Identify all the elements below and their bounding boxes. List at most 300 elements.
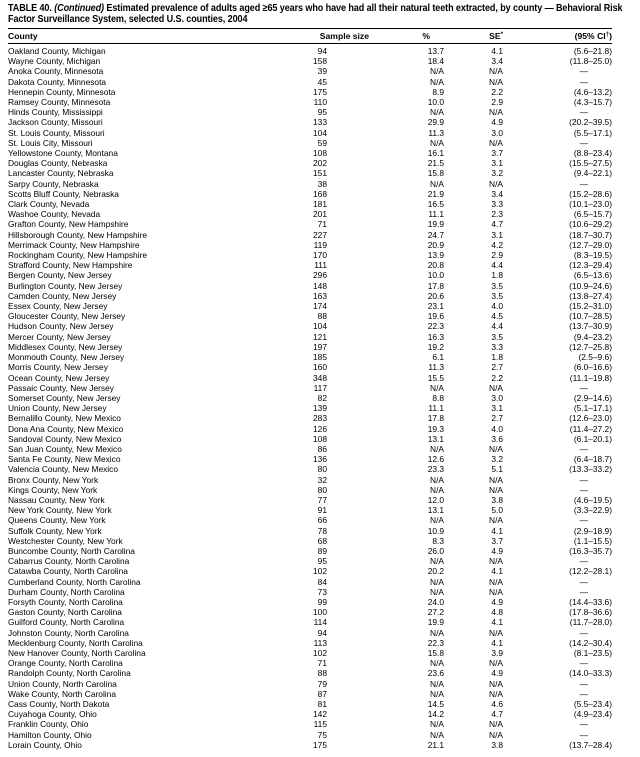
- sample-size-cell: 142: [313, 709, 327, 720]
- ci-cell: (6.4–18.7): [573, 454, 612, 465]
- se-cell: N/A: [489, 586, 503, 597]
- percent-cell: 13.1: [427, 505, 444, 516]
- ci-cell: —: [579, 443, 588, 454]
- sample-size-cell: 78: [317, 525, 327, 536]
- column-header-se: SE*: [444, 29, 503, 44]
- sample-size-cell: 201: [313, 209, 327, 220]
- se-cell: 3.3: [491, 341, 503, 352]
- se-cell: N/A: [489, 484, 503, 495]
- sample-size-cell: 283: [313, 413, 327, 424]
- ci-cell: (5.1–17.1): [573, 403, 612, 414]
- table-row: [8, 495, 612, 505]
- ci-cell: (13.8–27.4): [569, 290, 612, 301]
- county-cell: Johnston County, North Carolina: [8, 627, 129, 638]
- se-cell: 5.1: [491, 464, 503, 475]
- column-header-percent: %: [327, 29, 444, 44]
- ci-cell: (12.2–28.1): [569, 566, 612, 577]
- ci-cell: (4.9–23.4): [573, 709, 612, 720]
- percent-cell: 21.9: [427, 188, 444, 199]
- table-body: [8, 44, 612, 751]
- table-row: [8, 250, 612, 260]
- table-row: [8, 679, 612, 689]
- sample-size-cell: 84: [317, 576, 327, 587]
- se-cell: N/A: [489, 678, 503, 689]
- county-cell: Nassau County, New York: [8, 494, 105, 505]
- sample-size-cell: 95: [317, 556, 327, 567]
- sample-size-cell: 148: [313, 280, 327, 291]
- se-cell: N/A: [489, 76, 503, 87]
- ci-cell: (5.5–17.1): [573, 127, 612, 138]
- se-cell: 2.3: [491, 209, 503, 220]
- sample-size-cell: 160: [313, 362, 327, 373]
- se-cell: 4.4: [491, 260, 503, 271]
- se-cell: 3.5: [491, 280, 503, 291]
- sample-size-cell: 87: [317, 688, 327, 699]
- sample-size-cell: 102: [313, 647, 327, 658]
- percent-cell: 13.7: [427, 46, 444, 56]
- county-cell: Hinds County, Mississippi: [8, 107, 103, 118]
- se-cell: 4.9: [491, 596, 503, 607]
- ci-cell: —: [579, 627, 588, 638]
- sample-size-cell: 94: [317, 46, 327, 56]
- percent-cell: 13.9: [427, 250, 444, 261]
- se-cell: 2.2: [491, 372, 503, 383]
- ci-cell: (4.6–13.2): [573, 86, 612, 97]
- table-row: [8, 291, 612, 301]
- table-row: [8, 87, 612, 97]
- county-cell: Middlesex County, New Jersey: [8, 341, 123, 352]
- county-cell: Cabarrus County, North Carolina: [8, 556, 130, 567]
- sample-size-cell: 104: [313, 127, 327, 138]
- ci-cell: (11.4–27.2): [569, 423, 612, 434]
- percent-cell: N/A: [430, 443, 444, 454]
- sample-size-cell: 126: [313, 423, 327, 434]
- percent-cell: N/A: [430, 76, 444, 87]
- se-cell: 4.0: [491, 423, 503, 434]
- county-cell: Dakota County, Minnesota: [8, 76, 107, 87]
- percent-cell: 20.6: [427, 290, 444, 301]
- ci-cell: (15.2–28.6): [569, 188, 612, 199]
- table-row: [8, 199, 612, 209]
- county-cell: Orange County, North Carolina: [8, 658, 123, 669]
- ci-cell: —: [579, 556, 588, 567]
- percent-cell: 14.2: [427, 709, 444, 720]
- table-row: [8, 117, 612, 127]
- ci-cell: (6.0–16.6): [573, 362, 612, 373]
- county-cell: New Hanover County, North Carolina: [8, 647, 146, 658]
- percent-cell: 11.1: [428, 403, 444, 414]
- sample-size-cell: 71: [317, 219, 327, 230]
- se-cell: 4.5: [491, 311, 503, 322]
- county-cell: Kings County, New York: [8, 484, 98, 495]
- sample-size-cell: 77: [317, 494, 327, 505]
- sample-size-cell: 119: [313, 239, 327, 250]
- table-row: [8, 546, 612, 556]
- percent-cell: 15.8: [427, 168, 444, 179]
- table-row: [8, 168, 612, 178]
- table-row: [8, 301, 612, 311]
- ci-cell: (20.2–39.5): [569, 117, 612, 128]
- ci-cell: (11.7–28.0): [569, 617, 612, 628]
- percent-cell: N/A: [430, 729, 444, 740]
- county-cell: Lorain County, Ohio: [8, 739, 82, 750]
- se-cell: N/A: [489, 576, 503, 587]
- sample-size-cell: 88: [317, 311, 327, 322]
- percent-cell: 24.0: [427, 596, 444, 607]
- county-cell: Westchester County, New York: [8, 535, 123, 546]
- table-row: [8, 719, 612, 729]
- table-row: [8, 373, 612, 383]
- sample-size-cell: 38: [317, 178, 327, 189]
- percent-cell: 18.4: [427, 56, 444, 67]
- table-row: [8, 383, 612, 393]
- se-cell: N/A: [489, 729, 503, 740]
- percent-cell: 23.1: [427, 301, 444, 312]
- table-row: [8, 434, 612, 444]
- county-cell: New York County, New York: [8, 505, 112, 516]
- se-cell: N/A: [489, 627, 503, 638]
- county-cell: Suffolk County, New York: [8, 525, 102, 536]
- ci-cell: (10.7–28.5): [569, 311, 612, 322]
- se-cell: 3.5: [491, 331, 503, 342]
- sample-size-cell: 102: [313, 566, 327, 577]
- ci-cell: (8.8–23.4): [573, 148, 612, 159]
- county-cell: Union County, North Carolina: [8, 678, 117, 689]
- se-cell: 3.0: [491, 127, 503, 138]
- ci-cell: —: [579, 719, 588, 730]
- table-row: [8, 107, 612, 117]
- table-row: [8, 597, 612, 607]
- ci-cell: (18.7–30.7): [569, 229, 612, 240]
- county-cell: Valencia County, New Mexico: [8, 464, 119, 475]
- ci-cell: —: [579, 688, 588, 699]
- table-row: [8, 311, 612, 321]
- se-cell: N/A: [489, 178, 503, 189]
- table-row: [8, 128, 612, 138]
- table-row: [8, 189, 612, 199]
- percent-cell: N/A: [430, 658, 444, 669]
- table-row: [8, 77, 612, 87]
- se-cell: 4.7: [491, 219, 503, 230]
- sample-size-cell: 151: [313, 168, 327, 179]
- ci-cell: —: [579, 474, 588, 485]
- percent-cell: N/A: [430, 556, 444, 567]
- se-cell: 2.7: [491, 413, 503, 424]
- county-cell: Washoe County, Nevada: [8, 209, 101, 220]
- table-row: [8, 658, 612, 668]
- table-row: [8, 66, 612, 76]
- county-cell: Merrimack County, New Hampshire: [8, 239, 140, 250]
- se-cell: N/A: [489, 658, 503, 669]
- sample-size-cell: 82: [317, 392, 327, 403]
- table-row: [8, 464, 612, 474]
- se-cell: 3.2: [491, 168, 503, 179]
- sample-size-cell: 163: [313, 290, 327, 301]
- se-cell: N/A: [489, 474, 503, 485]
- sample-size-cell: 181: [313, 199, 327, 210]
- percent-cell: 20.2: [427, 566, 444, 577]
- ci-cell: (13.7–28.4): [569, 739, 612, 750]
- county-cell: Grafton County, New Hampshire: [8, 219, 129, 230]
- county-cell: Hamilton County, Ohio: [8, 729, 92, 740]
- sample-size-cell: 121: [313, 331, 327, 342]
- table-row: [8, 281, 612, 291]
- se-cell: 2.9: [491, 97, 503, 108]
- percent-cell: 20.9: [427, 239, 444, 250]
- percent-cell: 16.1: [427, 148, 444, 159]
- ci-cell: (12.7–29.0): [569, 239, 612, 250]
- ci-cell: (17.8–36.6): [569, 607, 612, 618]
- se-cell: N/A: [489, 515, 503, 526]
- sample-size-cell: 104: [313, 321, 327, 332]
- table-row: [8, 689, 612, 699]
- percent-cell: 22.3: [427, 321, 444, 332]
- se-cell: 3.2: [491, 454, 503, 465]
- se-cell: 3.1: [491, 403, 503, 414]
- percent-cell: N/A: [430, 688, 444, 699]
- table-continued-flag: (Continued): [54, 3, 104, 14]
- table-row: [8, 240, 612, 250]
- table-row: [8, 403, 612, 413]
- se-cell: 1.8: [491, 270, 503, 281]
- se-cell: 4.9: [491, 668, 503, 679]
- table-row: [8, 260, 612, 270]
- ci-cell: (2.5–9.6): [578, 352, 612, 363]
- percent-cell: N/A: [430, 586, 444, 597]
- sample-size-cell: 296: [313, 270, 327, 281]
- ci-cell: —: [579, 678, 588, 689]
- sample-size-cell: 185: [313, 352, 327, 363]
- table-row: [8, 444, 612, 454]
- ci-cell: —: [579, 729, 588, 740]
- ci-cell: —: [579, 576, 588, 587]
- percent-cell: 24.7: [427, 229, 444, 240]
- se-cell: 5.0: [491, 505, 503, 516]
- county-cell: Hudson County, New Jersey: [8, 321, 114, 332]
- ci-cell: (5.6–21.8): [573, 46, 612, 56]
- sample-size-cell: 81: [317, 699, 327, 709]
- county-cell: Sandoval County, New Mexico: [8, 433, 122, 444]
- se-cell: N/A: [489, 688, 503, 699]
- table-row: [8, 158, 612, 168]
- se-cell: N/A: [489, 443, 503, 454]
- se-cell: 4.7: [491, 709, 503, 720]
- table-row: [8, 97, 612, 107]
- county-cell: Cumberland County, North Carolina: [8, 576, 141, 587]
- ci-cell: (3.3–22.9): [573, 505, 612, 516]
- county-cell: Gaston County, North Carolina: [8, 607, 122, 618]
- percent-cell: 15.5: [427, 372, 444, 383]
- percent-cell: 11.3: [428, 127, 444, 138]
- ci-cell: (1.1–15.5): [573, 535, 612, 546]
- se-cell: 3.5: [491, 290, 503, 301]
- county-cell: Douglas County, Nebraska: [8, 158, 108, 169]
- percent-cell: N/A: [430, 178, 444, 189]
- county-cell: Monmouth County, New Jersey: [8, 352, 125, 363]
- ci-cell: (8.1–23.5): [573, 647, 612, 658]
- ci-cell: —: [579, 178, 588, 189]
- table-row: [8, 332, 612, 342]
- ci-cell: (14.4–33.6): [569, 596, 612, 607]
- percent-cell: 10.0: [427, 270, 444, 281]
- table-row: [8, 577, 612, 587]
- table-row: [8, 352, 612, 362]
- se-cell: 4.4: [491, 321, 503, 332]
- sample-size-cell: 100: [313, 607, 327, 618]
- county-cell: Ocean County, New Jersey: [8, 372, 110, 383]
- county-cell: Mecklenburg County, North Carolina: [8, 637, 143, 648]
- table-row: [8, 709, 612, 719]
- table-title-text: Estimated prevalence of adults aged ≥65 years who have had all their natural teeth extracted, by county — Behavioral Risk Factor Surveillance System, selected U.S. counties, 2004: [8, 3, 623, 25]
- county-cell: Scotts Bluff County, Nebraska: [8, 188, 119, 199]
- sample-size-cell: 95: [317, 107, 327, 118]
- percent-cell: 12.6: [427, 454, 444, 465]
- percent-cell: 19.2: [427, 341, 444, 352]
- percent-cell: N/A: [430, 66, 444, 77]
- sample-size-cell: 86: [317, 443, 327, 454]
- percent-cell: 16.3: [427, 331, 444, 342]
- table-row: [8, 219, 612, 229]
- percent-cell: 11.3: [428, 362, 444, 373]
- sample-size-cell: 197: [313, 341, 327, 352]
- ci-cell: (14.0–33.3): [569, 668, 612, 679]
- se-cell: 3.8: [491, 739, 503, 750]
- se-cell: 4.1: [491, 617, 503, 628]
- ci-cell: (10.1–23.0): [569, 199, 612, 210]
- county-cell: Yellowstone County, Montana: [8, 148, 118, 159]
- se-cell: N/A: [489, 382, 503, 393]
- ci-cell: (11.1–19.8): [569, 372, 612, 383]
- se-cell: 3.7: [491, 148, 503, 159]
- table-row: [8, 454, 612, 464]
- table-row: [8, 607, 612, 617]
- se-cell: 2.9: [491, 250, 503, 261]
- ci-cell: (6.1–20.1): [573, 433, 612, 444]
- sample-size-cell: 168: [313, 188, 327, 199]
- column-header-ci: (95% CI†): [503, 29, 612, 44]
- sample-size-cell: 108: [313, 433, 327, 444]
- column-header-sample-size: Sample size: [230, 29, 327, 44]
- table-header: [8, 29, 612, 44]
- percent-cell: 26.0: [427, 545, 444, 556]
- ci-cell: (13.3–33.2): [569, 464, 612, 475]
- county-cell: Durham County, North Carolina: [8, 586, 125, 597]
- table-row: [8, 505, 612, 515]
- ci-cell: —: [579, 382, 588, 393]
- se-cell: 3.1: [491, 229, 503, 240]
- county-cell: San Juan County, New Mexico: [8, 443, 122, 454]
- county-cell: Rockingham County, New Hampshire: [8, 250, 148, 261]
- table-row: [8, 44, 612, 57]
- county-cell: Burlington County, New Jersey: [8, 280, 123, 291]
- table-row: [8, 556, 612, 566]
- sample-size-cell: 114: [313, 617, 327, 628]
- county-cell: Camden County, New Jersey: [8, 290, 117, 301]
- se-cell: 2.7: [491, 362, 503, 373]
- ci-cell: —: [579, 586, 588, 597]
- table-row: [8, 413, 612, 423]
- percent-cell: 6.1: [432, 352, 444, 363]
- se-cell: 4.8: [491, 607, 503, 618]
- sample-size-cell: 115: [313, 719, 327, 730]
- se-cell: 3.4: [491, 56, 503, 67]
- table-label: TABLE 40.: [8, 3, 52, 14]
- sample-size-cell: 45: [317, 76, 327, 87]
- percent-cell: N/A: [430, 382, 444, 393]
- sample-size-cell: 113: [313, 637, 327, 648]
- ci-cell: —: [579, 484, 588, 495]
- se-cell: 3.7: [491, 535, 503, 546]
- county-cell: Gloucester County, New Jersey: [8, 311, 126, 322]
- table-row: [8, 628, 612, 638]
- percent-cell: 19.9: [427, 219, 444, 230]
- county-cell: Guilford County, North Carolina: [8, 617, 125, 628]
- ci-cell: (15.5–27.5): [569, 158, 612, 169]
- sample-size-cell: 175: [313, 86, 327, 97]
- ci-cell: (16.3–35.7): [569, 545, 612, 556]
- percent-cell: 10.0: [427, 97, 444, 108]
- table-row: [8, 638, 612, 648]
- table-row: [8, 424, 612, 434]
- sample-size-cell: 202: [313, 158, 327, 169]
- ci-cell: (8.3–19.5): [573, 250, 612, 261]
- table-row: [8, 699, 612, 709]
- percent-cell: 14.5: [427, 699, 444, 709]
- table-row: [8, 485, 612, 495]
- sample-size-cell: 348: [313, 372, 327, 383]
- sample-size-cell: 75: [317, 729, 327, 740]
- percent-cell: 20.8: [427, 260, 444, 271]
- county-cell: Mercer County, New Jersey: [8, 331, 111, 342]
- sample-size-cell: 80: [317, 484, 327, 495]
- sample-size-cell: 108: [313, 148, 327, 159]
- county-cell: Randolph County, North Carolina: [8, 668, 131, 679]
- table-row: [8, 587, 612, 597]
- county-cell: Santa Fe County, New Mexico: [8, 454, 121, 465]
- percent-cell: 19.3: [427, 423, 444, 434]
- ci-cell: (4.6–19.5): [573, 494, 612, 505]
- county-cell: Hennepin County, Minnesota: [8, 86, 116, 97]
- county-cell: Bronx County, New York: [8, 474, 99, 485]
- table-row: [8, 393, 612, 403]
- ci-cell: (4.3–15.7): [573, 97, 612, 108]
- ci-cell: (5.5–23.4): [573, 699, 612, 709]
- table-row: [8, 138, 612, 148]
- table-row: [8, 566, 612, 576]
- ci-cell: (2.9–18.9): [573, 525, 612, 536]
- se-cell: 3.3: [491, 199, 503, 210]
- table-row: [8, 209, 612, 219]
- ci-cell: —: [579, 76, 588, 87]
- percent-cell: 15.8: [427, 647, 444, 658]
- se-cell: 4.1: [491, 525, 503, 536]
- ci-cell: (14.2–30.4): [569, 637, 612, 648]
- se-cell: 3.0: [491, 392, 503, 403]
- table-row: [8, 148, 612, 158]
- sample-size-cell: 80: [317, 464, 327, 475]
- sample-size-cell: 139: [313, 403, 327, 414]
- table-row: [8, 740, 612, 750]
- ci-cell: (6.5–15.7): [573, 209, 612, 220]
- ci-cell: (12.6–23.0): [569, 413, 612, 424]
- percent-cell: N/A: [430, 576, 444, 587]
- column-header-county: County: [8, 29, 230, 44]
- se-cell: 4.9: [491, 117, 503, 128]
- percent-cell: 29.9: [427, 117, 444, 128]
- sample-size-cell: 174: [313, 301, 327, 312]
- se-cell: 2.2: [491, 86, 503, 97]
- ci-cell: —: [579, 107, 588, 118]
